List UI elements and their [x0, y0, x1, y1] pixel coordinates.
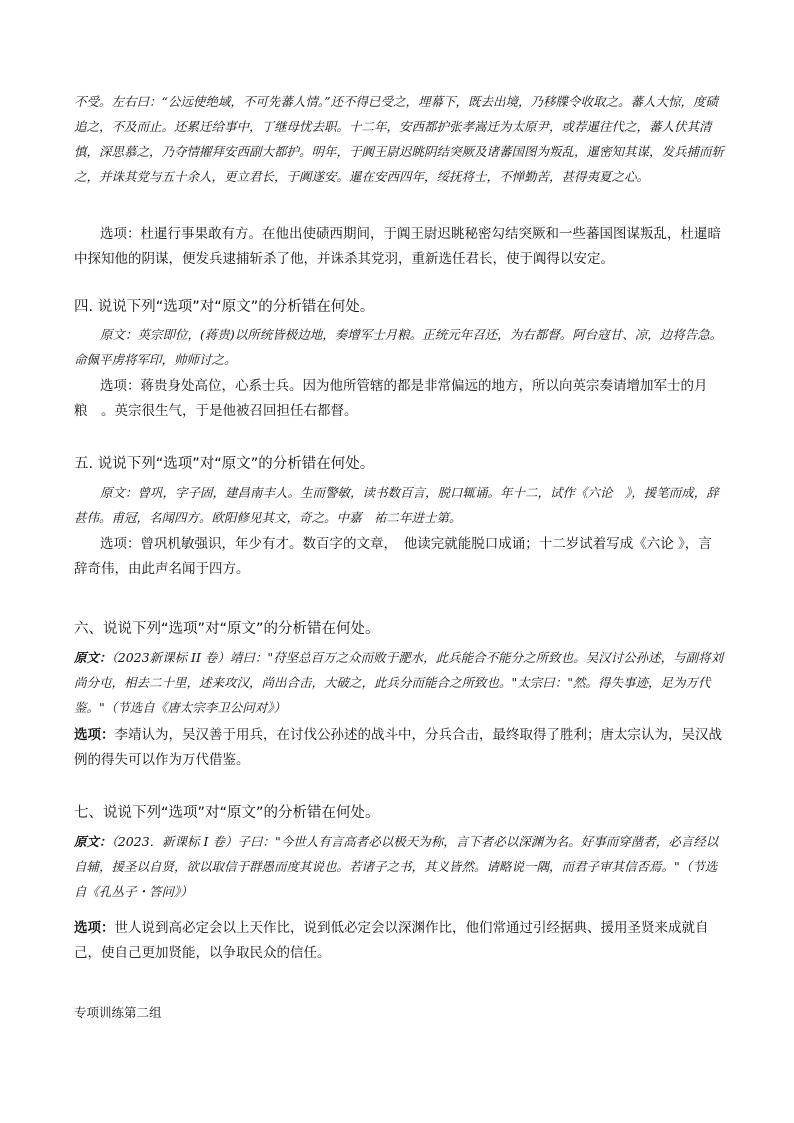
s4-option: [74, 374, 724, 424]
s5-option-text: 曾巩机敏强识，年少有才。数百字的文章， 他读完就能脱口成诵；十二岁试着写成《六论 》，言辞奇伟，由此声名闻于四方。: [74, 536, 712, 577]
s4-option-label: 选项：: [100, 378, 141, 394]
s7-option-text: 世人说到高必定会以上天作比，说到低必定会以深渊作比，他们常通过引经据典、援用圣贤来成就自己，使自己更加贤能，以争取民众的信任。: [74, 920, 709, 961]
s7-option: [74, 916, 724, 966]
s6-option-label: 选项：: [74, 727, 115, 743]
s4-original-text: 英宗即位，(蒋贵)以所统皆极边地，奏增军士月粮。正统元年召还，为右都督。阿台寇甘、凉，边将告急。命佩平虏将军印，帅师讨之。: [74, 327, 723, 367]
s7-original: [74, 829, 724, 904]
s3-option-text: 杜暹行事果敢有方。在他出使碛西期间，于阗王尉迟眺秘密勾结突厥和一些蕃国图谋叛乱，杜暹暗中探知他的阴谋，便发兵逮捕斩杀了他，并诛杀其党羽，重新选任君长，使于阗得以安定。: [74, 226, 721, 267]
section-footer-label: 专项训练第二组: [74, 1005, 162, 1020]
s4-original: [74, 322, 724, 372]
s4-original-label: 原文：: [100, 327, 138, 342]
s6-option-text: 李靖认为，吴汉善于用兵，在讨伐公孙述的战斗中，分兵合击，最终取得了胜利；唐太宗认为，吴汉战例的得失可以作为万代借鉴。: [74, 727, 722, 768]
s3-original-tail: 不受。左右曰：“公远使绝域，不可先蕃人情。”还不得已受之，埋幕下，既去出境，乃移牒令收取之。蕃人大惊，度碛追之，不及而止。还累迁给事中，丁继母忧去职。十二年，安西都护张孝嵩迁为太原尹，或荐暹往代之，蕃人伏其清慎，深思慕之，乃夺情擢拜安西副大都护。明年，于阗王尉迟眺阴结突厥及诸蕃国图为叛乱，暹密知其谋，发兵捕而斩之，并诛其党与五十余人，更立君长，于阗遂安。暹在安西四年，绥抚将士，不惮勤苦，甚得夷夏之心。: [74, 94, 725, 184]
s6-original-label: 原文：: [74, 650, 112, 665]
s7-original-label: 原文：: [74, 834, 112, 849]
s6-option: [74, 723, 724, 773]
s5-original-text: 曾巩，字子固，建昌南丰人。生而警敏，读书数百言，脱口辄诵。年十二，试作《六论 》，援笔而成，辞甚伟。甫冠，名闻四方。欧阳修见其文，奇之。中嘉 祐二年进士第。: [74, 485, 719, 525]
s5-option: [74, 532, 724, 582]
s5-option-label: 选项：: [100, 536, 141, 552]
s5-original-label: 原文：: [100, 485, 138, 500]
s3-option-label: 选项：: [100, 226, 141, 242]
s5-original: [74, 480, 724, 530]
s4-heading: 四. 说说下列“选项”对“原文”的分析错在何处。: [74, 299, 375, 315]
s4-option-text: 蒋贵身处高位，心系士兵。因为他所管辖的都是非常偏远的地方，所以向英宗奏请增加军士的月粮 。英宗很生气，于是他被召回担任右都督。: [74, 378, 708, 419]
s6-original-text: （2023新课标 II 卷）靖曰："苻坚总百万之众而败于淝水，此兵能合不能分之所致也。吴汉讨公孙述，与副将刘尚分屯，相去二十里，述来攻汉，尚出合击，大破之，此兵分而能合之所致也。"太宗曰："然。得失事迹，足为万代鉴。"（节选自《唐太宗李卫公问对》）: [74, 650, 724, 715]
s6-original: [74, 645, 724, 720]
s3-option: [74, 222, 724, 272]
s7-option-label: 选项：: [74, 920, 115, 936]
s7-heading: 七、说说下列“选项”对“原文”的分析错在何处。: [74, 805, 380, 821]
s6-heading: 六、说说下列“选项”对“原文”的分析错在何处。: [74, 621, 380, 637]
s7-original-text: （2023．新课标 I 卷）子曰："今世人有言高者必以极天为称，言下者必以深渊为名。好事而穿凿者，必言经以自辅，援圣以自贤，欲以取信于群愚而度其说也。若诸子之书，其义皆然。请略说一隅，而君子审其信否焉。"（节选自《孔丛子・答问》）: [74, 834, 719, 899]
s5-heading: 五. 说说下列“选项”对“原文”的分析错在何处。: [74, 456, 375, 472]
